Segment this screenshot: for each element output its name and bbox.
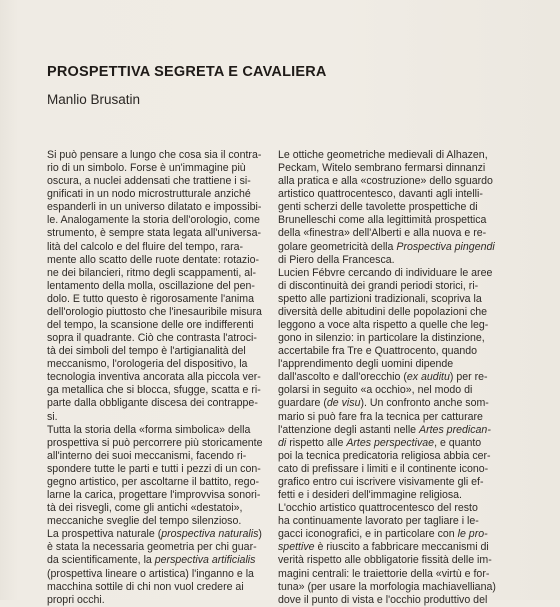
text-line (278, 345, 500, 358)
text-run: da scientificamente, la (47, 554, 155, 567)
text-line (47, 345, 267, 358)
italic-text: perspectiva artificialis (154, 554, 256, 567)
text-line (47, 581, 267, 594)
text-run: Tutta la storia della «forma simbolica» della (47, 423, 251, 436)
text-line (278, 149, 500, 162)
text-line (47, 384, 267, 397)
text-run: alla pratica e alla «costruzione» dello sguardo (278, 175, 493, 188)
text-line (47, 528, 267, 541)
text-line (278, 241, 500, 254)
text-line (47, 397, 267, 410)
text-line (278, 411, 500, 424)
text-line (278, 332, 500, 345)
text-run: l'apprendimento degli uomini dipende (278, 358, 454, 371)
text-run: prospettiva si può percorrere più storicamente (47, 436, 263, 449)
text-run: meccaniche sveglie del tempo silenzioso. (47, 515, 242, 528)
text-line (47, 515, 267, 528)
text-run: Le ottiche geometriche medievali di Alhazen, (278, 149, 488, 161)
text-run: espanderli in un universo dilatato e impossibi- (47, 201, 262, 214)
text-run: tecnologia inventiva ancorata alla piccola ver- (47, 371, 261, 384)
text-line (278, 188, 500, 201)
text-run: mente allo scatto delle ruote dentate: rotazio- (47, 253, 259, 266)
text-line (47, 463, 267, 476)
text-run: ga metallica che si blocca, sfugge, scatta e ri- (47, 384, 261, 397)
text-run: (prospettiva lineare o artistica) l'inganno e la (47, 567, 254, 580)
text-line (278, 515, 500, 528)
text-line (47, 450, 267, 463)
text-line (47, 214, 267, 227)
text-line (47, 149, 267, 162)
italic-text: Artes perspectivae (346, 436, 435, 449)
text-run: di discontinuità dei grandi periodi storici, ri- (278, 279, 479, 292)
text-line (47, 306, 267, 319)
text-run: genti scherzi delle tavolette prospettiche di (278, 201, 478, 214)
text-run: strumento, è sempre stata legata all'universa- (47, 227, 262, 240)
text-line (278, 319, 500, 332)
text-line (278, 162, 500, 175)
text-line (47, 254, 267, 267)
text-run: ha continuamente lavorato per tagliare i le- (278, 515, 479, 528)
italic-text: prospectiva naturalis (161, 528, 259, 541)
text-run: propri occhi. (47, 593, 105, 606)
text-run: verità rispetto alle obbligatorie fissità delle im- (278, 554, 492, 567)
text-run: gacci iconografici, e in particolare con (278, 528, 458, 541)
text-line (47, 489, 267, 502)
text-run: l'attenzione degli astanti nelle (278, 423, 420, 436)
text-run: artistico quattrocentesco, davanti agli intelli- (278, 188, 483, 201)
italic-text: spettive (278, 541, 315, 554)
text-run: rispetto alle (286, 436, 347, 449)
text-run: ) per re- (449, 371, 488, 384)
text-run: oscura, a nuclei addensati che trattiene i si- (47, 175, 251, 188)
text-line (47, 280, 267, 293)
text-line (278, 358, 500, 371)
text-line (278, 254, 500, 267)
text-run: L'occhio artistico quattrocentesco del resto (278, 502, 478, 515)
text-line (47, 162, 267, 175)
text-run: sopra il quadrante. Ciò che contrasta l'atroci- (47, 332, 257, 345)
text-line (47, 293, 267, 306)
text-line (278, 397, 500, 410)
text-line (278, 502, 500, 515)
italic-text: Artes predican- (419, 423, 491, 436)
text-run: ne dei bilancieri, ritmo degli scappamenti, al- (47, 266, 257, 279)
text-line (278, 267, 500, 280)
text-line (278, 384, 500, 397)
text-line (278, 568, 500, 581)
text-run: poi la tecnica predicatoria religiosa abbia cer- (278, 449, 491, 462)
italic-text: le pro- (457, 528, 488, 541)
text-line (278, 450, 500, 463)
text-line (47, 476, 267, 489)
italic-text: Prospectiva pingendi (396, 240, 495, 253)
italic-text: de visu (326, 397, 361, 410)
text-run: spetto alle partizioni tradizionali, scopriva la (278, 292, 482, 305)
text-run: Brunelleschi come alla legittimità prospettica (278, 214, 487, 227)
text-run: macchina sottile di chi non vuol credere ai (47, 580, 244, 593)
text-run: La prospettiva naturale ( (47, 528, 162, 541)
text-run: di Piero della Francesca. (278, 253, 395, 266)
text-run: dove il punto di vista e l'occhio produttivo del (278, 593, 488, 606)
text-run: accertabile fra Tre e Quattrocento, quando (278, 345, 478, 358)
text-run: tuna» (per usare la morfologia machiavelliana) (278, 580, 496, 593)
text-run: diversità delle abitudini delle popolazioni che (278, 305, 488, 318)
text-run: magini centrali: le traiettorie della «virtù e for- (278, 567, 490, 580)
italic-text: ex auditu (406, 371, 450, 384)
text-run: guardare ( (278, 397, 327, 410)
text-line (47, 227, 267, 240)
text-line (47, 319, 267, 332)
right-text-column (278, 149, 500, 607)
text-line (278, 306, 500, 319)
text-run: Lucien Fébvre cercando di individuare le aree (278, 266, 493, 279)
text-run: lentamento della molla, oscillazione del pen- (47, 279, 255, 292)
text-run: si. (47, 410, 58, 423)
text-run: è riuscito a fabbricare meccanismi di (314, 541, 489, 554)
text-line (278, 541, 500, 554)
text-line (47, 241, 267, 254)
text-line (47, 411, 267, 424)
text-run: gnificati in un nodo microstrutturale anziché (47, 188, 251, 201)
text-run: Si può pensare a lungo che cosa sia il contra- (47, 149, 262, 161)
text-line (278, 476, 500, 489)
text-run: della «finestra» dell'Alberti e alla nuova e re- (278, 227, 487, 240)
text-run: le. Analogamente la storia dell'orologio, come (47, 214, 260, 227)
text-line (47, 201, 267, 214)
text-run: parte dalla obbligante discesa dei contrappe- (47, 397, 258, 410)
text-run: all'interno dei suoi meccanismi, facendo ri- (47, 449, 247, 462)
text-line (278, 175, 500, 188)
text-run: leggono a voce alta rispetto a quelle che leg- (278, 319, 489, 332)
text-run: del tempo, la scansione delle ore indifferenti (47, 319, 254, 332)
text-line (278, 463, 500, 476)
text-run: cato di prefissare i limiti e il continente icono- (278, 462, 489, 475)
text-line (47, 554, 267, 567)
text-run: golare geometricità della (278, 240, 397, 253)
text-run: ). Un confronto anche som- (360, 397, 489, 410)
text-line (278, 437, 500, 450)
italic-text: di (278, 436, 287, 449)
text-run: tà dei simboli del tempo è l'artigianalità del (47, 345, 246, 358)
text-run: tà dei risvegli, come gli antichi «destatoi», (47, 502, 243, 515)
text-line (278, 554, 500, 567)
text-line (47, 267, 267, 280)
text-line (278, 280, 500, 293)
text-run: lità del calcolo e del fluire del tempo, rara- (47, 240, 244, 253)
text-line (278, 293, 500, 306)
text-line (278, 201, 500, 214)
text-line (47, 502, 267, 515)
text-line (47, 424, 267, 437)
text-line (47, 371, 267, 384)
text-run: larne la carica, progettare l'improvvisa sonori- (47, 489, 261, 502)
text-line (47, 594, 267, 607)
text-line (278, 214, 500, 227)
text-line (278, 371, 500, 384)
text-run: gono in silenzio: in particolare la distinzione, (278, 332, 485, 345)
text-run: dall'ascolto e dall'orecchio ( (278, 371, 407, 384)
text-line (278, 424, 500, 437)
text-line (278, 594, 500, 607)
article-title: PROSPETTIVA SEGRETA E CAVALIERA (47, 64, 327, 80)
text-run: spondere tutte le parti e tutti i pezzi di un con- (47, 462, 261, 475)
text-line (47, 437, 267, 450)
text-line (47, 568, 267, 581)
text-run: fetti e i desideri dell'immagine religiosa. (278, 489, 462, 502)
text-run: gegno artistico, per ascoltarne il battito, rego- (47, 475, 259, 488)
text-line (278, 581, 500, 594)
text-line (47, 541, 267, 554)
text-run: , e quanto (434, 436, 482, 449)
text-line (47, 175, 267, 188)
text-run: dell'orologio piuttosto che l'inesauribile misura (47, 305, 262, 318)
text-run: mario si può fare fra la tecnica per catturare (278, 410, 483, 423)
text-run: è stata la necessaria geometria per chi guar- (47, 541, 257, 554)
text-run: meccanismo, l'orologeria del dispositivo, la (47, 358, 248, 371)
text-run: grafico entro cui iscrivere visivamente gli ef- (278, 475, 484, 488)
article-author: Manlio Brusatin (47, 92, 141, 107)
text-line (47, 188, 267, 201)
text-run: Peckam, Witelo sembrano fermarsi dinnanzi (278, 162, 486, 175)
left-text-column (47, 149, 267, 607)
text-line (278, 227, 500, 240)
text-line (278, 528, 500, 541)
text-run: golarsi in seguito «a occhio», nel modo di (278, 384, 473, 397)
text-line (278, 489, 500, 502)
text-run: rio di un simbolo. Forse è un'immagine più (47, 162, 246, 175)
text-line (47, 332, 267, 345)
text-line (47, 358, 267, 371)
text-run: ) (258, 528, 262, 541)
text-run: dolo. E tutto questo è rigorosamente l'anima (47, 292, 254, 305)
